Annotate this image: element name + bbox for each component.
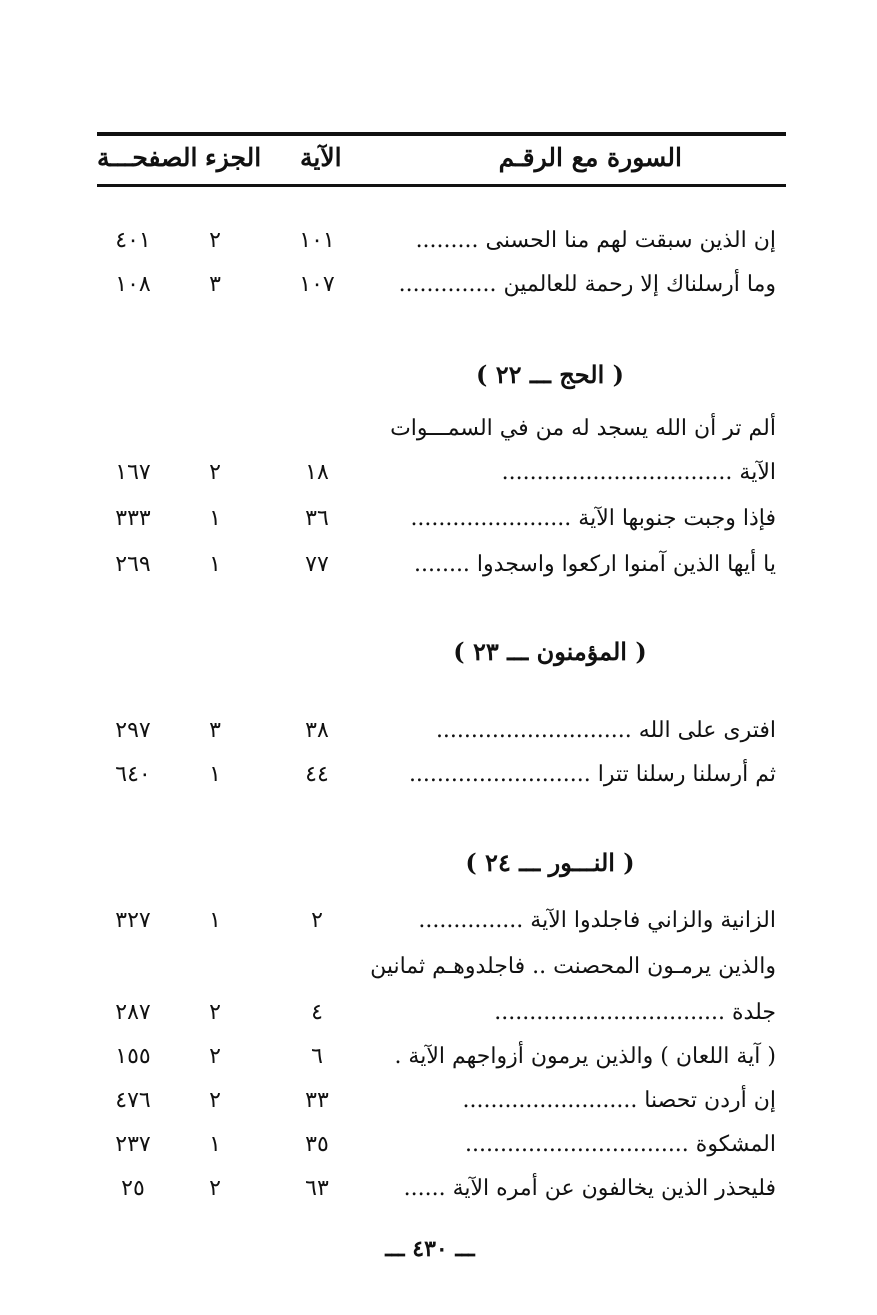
row-aya: ٣٥ — [305, 1132, 329, 1157]
table-row — [97, 410, 786, 448]
row-text: ( آية اللعان ) والذين يرمون أزواجهم الآية . — [394, 1044, 776, 1069]
row-aya: ٣٣ — [305, 1088, 329, 1113]
table-row — [97, 1038, 786, 1076]
row-juz: ٢ — [209, 1000, 221, 1025]
row-aya: ٤٤ — [305, 762, 329, 787]
row-juz: ٢ — [209, 1044, 221, 1069]
table-row — [97, 546, 786, 584]
row-juz: ١ — [209, 1132, 221, 1157]
row-page: ٦٤٠ — [115, 762, 151, 787]
row-page: ٢٥ — [121, 1176, 145, 1201]
header-bottom-rule — [97, 184, 786, 187]
row-text: إن أردن تحصنا ......................... — [462, 1088, 776, 1113]
header-juz: الجزء — [205, 143, 262, 172]
page-number: ـــ ٤٣٠ ـــ — [385, 1236, 475, 1262]
row-page: ٢٩٧ — [115, 718, 151, 743]
row-page: ٢٨٧ — [115, 1000, 151, 1025]
row-text: وما أرسلناك إلا رحمة للعالمين .............. — [398, 272, 776, 297]
row-juz: ٢ — [209, 460, 221, 485]
row-juz: ٣ — [209, 272, 221, 297]
row-text: فإذا وجبت جنوبها الآية ....................... — [410, 506, 776, 531]
header-surah: السورة مع الرقـم — [498, 143, 682, 172]
row-page: ١٥٥ — [115, 1044, 151, 1069]
section-title-hajj: ( الحج ـــ ٢٢ ) — [476, 360, 624, 389]
table-row — [97, 1082, 786, 1120]
header-top-rule — [97, 132, 786, 136]
row-aya: ٦ — [311, 1044, 323, 1069]
table-row — [97, 756, 786, 794]
row-juz: ١ — [209, 762, 221, 787]
row-aya: ١٨ — [305, 460, 329, 485]
row-juz: ١ — [209, 552, 221, 577]
row-aya: ١٠١ — [299, 228, 335, 253]
table-row — [97, 994, 786, 1032]
table-row — [97, 948, 786, 986]
row-page: ٣٢٧ — [115, 908, 151, 933]
row-juz: ١ — [209, 506, 221, 531]
section-title-nur: ( النـــور ـــ ٢٤ ) — [465, 848, 635, 877]
row-juz: ٣ — [209, 718, 221, 743]
row-text: المشكوة ................................ — [465, 1132, 776, 1157]
section-title-muminun: ( المؤمنون ـــ ٢٣ ) — [453, 637, 647, 666]
row-text: يا أيها الذين آمنوا اركعوا واسجدوا ........ — [413, 552, 776, 577]
row-text: والذين يرمـون المحصنت .. فاجلدوهـم ثمانين — [370, 954, 776, 979]
row-page: ٢٦٩ — [115, 552, 151, 577]
row-text: جلدة ................................. — [494, 1000, 776, 1025]
table-row — [97, 222, 786, 260]
table-row — [97, 454, 786, 492]
row-juz: ١ — [209, 908, 221, 933]
table-row — [97, 902, 786, 940]
table-row — [97, 1170, 786, 1208]
row-text: الآية ................................. — [501, 460, 776, 485]
row-aya: ٦٣ — [305, 1176, 329, 1201]
table-row — [97, 712, 786, 750]
row-page: ١٠٨ — [115, 272, 151, 297]
row-text: فليحذر الذين يخالفون عن أمره الآية ...... — [403, 1176, 776, 1201]
table-row — [97, 500, 786, 538]
row-aya: ٣٦ — [305, 506, 329, 531]
row-text: إن الذين سبقت لهم منا الحسنى ......... — [415, 228, 776, 253]
row-text: الزانية والزاني فاجلدوا الآية ............... — [418, 908, 776, 933]
row-juz: ٢ — [209, 1176, 221, 1201]
row-aya: ٢ — [311, 908, 323, 933]
row-aya: ١٠٧ — [299, 272, 335, 297]
row-text: افترى على الله ............................ — [435, 718, 776, 743]
row-page: ١٦٧ — [115, 460, 151, 485]
row-juz: ٢ — [209, 1088, 221, 1113]
row-page: ٤٧٦ — [115, 1088, 151, 1113]
row-text: ألم تر أن الله يسجد له من في السمـــوات — [390, 416, 776, 441]
table-row — [97, 266, 786, 304]
header-aya: الآية — [300, 143, 342, 172]
row-page: ٤٠١ — [115, 228, 151, 253]
row-page: ٢٣٧ — [115, 1132, 151, 1157]
table-row — [97, 1126, 786, 1164]
row-aya: ٣٨ — [305, 718, 329, 743]
row-aya: ٧٧ — [305, 552, 329, 577]
row-aya: ٤ — [311, 1000, 323, 1025]
header-page: الصفحـــة — [97, 143, 198, 172]
row-page: ٣٣٣ — [115, 506, 151, 531]
row-text: ثم أرسلنا رسلنا تترا .......................... — [408, 762, 776, 787]
row-juz: ٢ — [209, 228, 221, 253]
